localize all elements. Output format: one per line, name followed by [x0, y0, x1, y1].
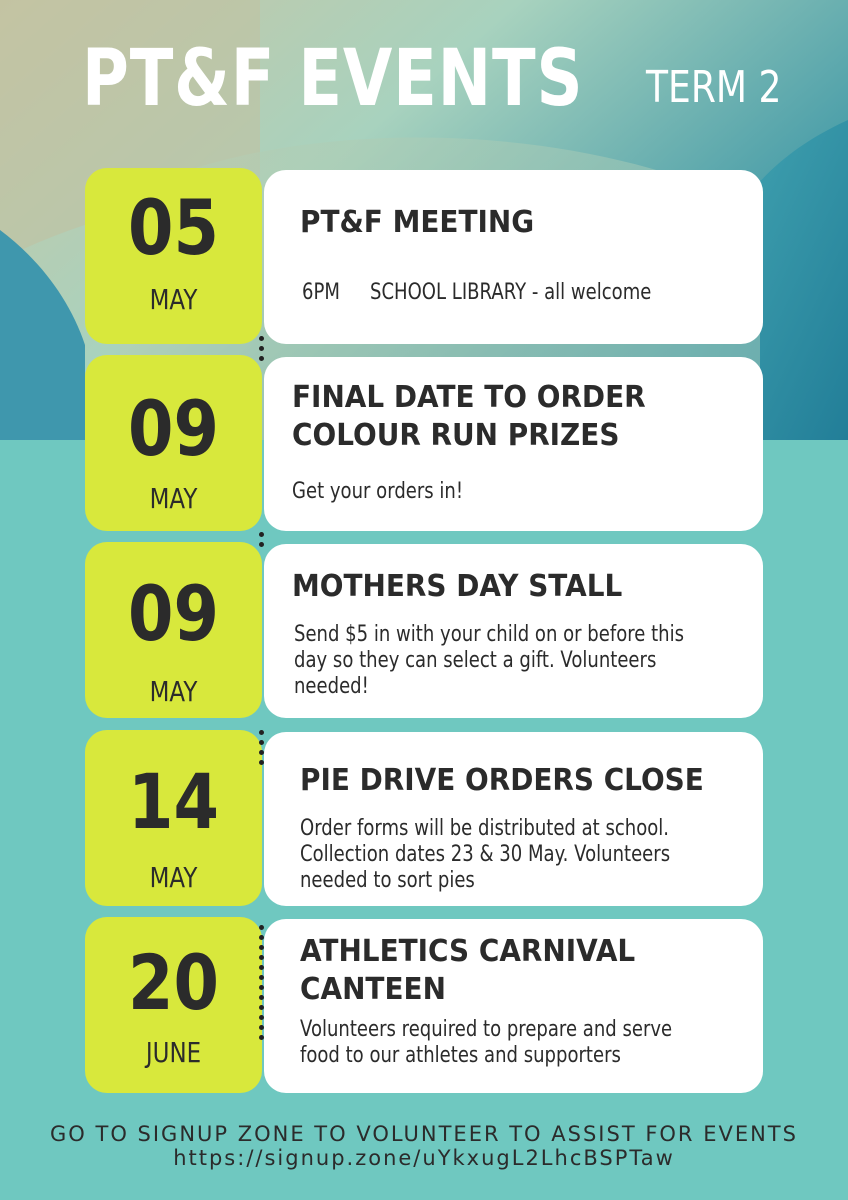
event-description: Get your orders in!	[292, 479, 464, 504]
event-card	[264, 170, 763, 344]
signup-link[interactable]: https://signup.zone/uYkxugL2LhcBSPTaw	[173, 1146, 675, 1170]
event-card	[264, 732, 763, 906]
event-day: 09	[128, 569, 219, 658]
date-badge	[85, 355, 262, 531]
date-badge	[85, 168, 262, 344]
event-day: 05	[128, 183, 219, 272]
event-day: 20	[128, 938, 219, 1027]
event-day: 09	[128, 384, 219, 473]
event-month: MAY	[149, 675, 198, 708]
timeline-dots	[257, 532, 267, 552]
event-description: SCHOOL LIBRARY - all welcome	[370, 280, 652, 305]
event-description: Volunteers required to prepare and serve food to our athletes and supporters	[300, 1017, 673, 1068]
event-description: Order forms will be distributed at school. Collection dates 23 & 30 May. Volunteers needed to sort pies	[300, 816, 671, 893]
event-item	[85, 355, 763, 531]
event-month: JUNE	[145, 1036, 202, 1069]
event-item	[85, 168, 763, 344]
event-card	[264, 919, 763, 1093]
event-month: MAY	[149, 482, 198, 515]
event-title: PIE DRIVE ORDERS CLOSE	[300, 763, 704, 798]
event-title: FINAL DATE TO ORDER COLOUR RUN PRIZES	[292, 380, 646, 453]
event-title: PT&F MEETING	[300, 205, 535, 240]
event-item	[85, 917, 763, 1093]
timeline-dots	[257, 925, 267, 1045]
page-title: PT&F EVENTS	[82, 34, 584, 124]
timeline-dots	[257, 336, 267, 366]
term-label: TERM 2	[646, 62, 782, 113]
date-badge	[85, 542, 262, 718]
event-title: ATHLETICS CARNIVAL CANTEEN	[300, 934, 636, 1007]
event-item	[85, 542, 763, 718]
footer-message: GO TO SIGNUP ZONE TO VOLUNTEER TO ASSIST FOR EVENTS	[50, 1122, 798, 1146]
event-day: 14	[128, 757, 219, 846]
timeline-dots	[257, 730, 267, 770]
event-title: MOTHERS DAY STALL	[292, 569, 623, 604]
event-time: 6PM	[302, 280, 340, 305]
event-description: Send $5 in with your child on or before this day so they can select a gift. Volunteers needed!	[294, 622, 685, 699]
date-badge	[85, 730, 262, 906]
event-item	[85, 730, 763, 906]
event-month: MAY	[149, 283, 198, 316]
event-month: MAY	[149, 861, 198, 894]
event-card	[264, 357, 763, 531]
event-card	[264, 544, 763, 718]
date-badge	[85, 917, 262, 1093]
